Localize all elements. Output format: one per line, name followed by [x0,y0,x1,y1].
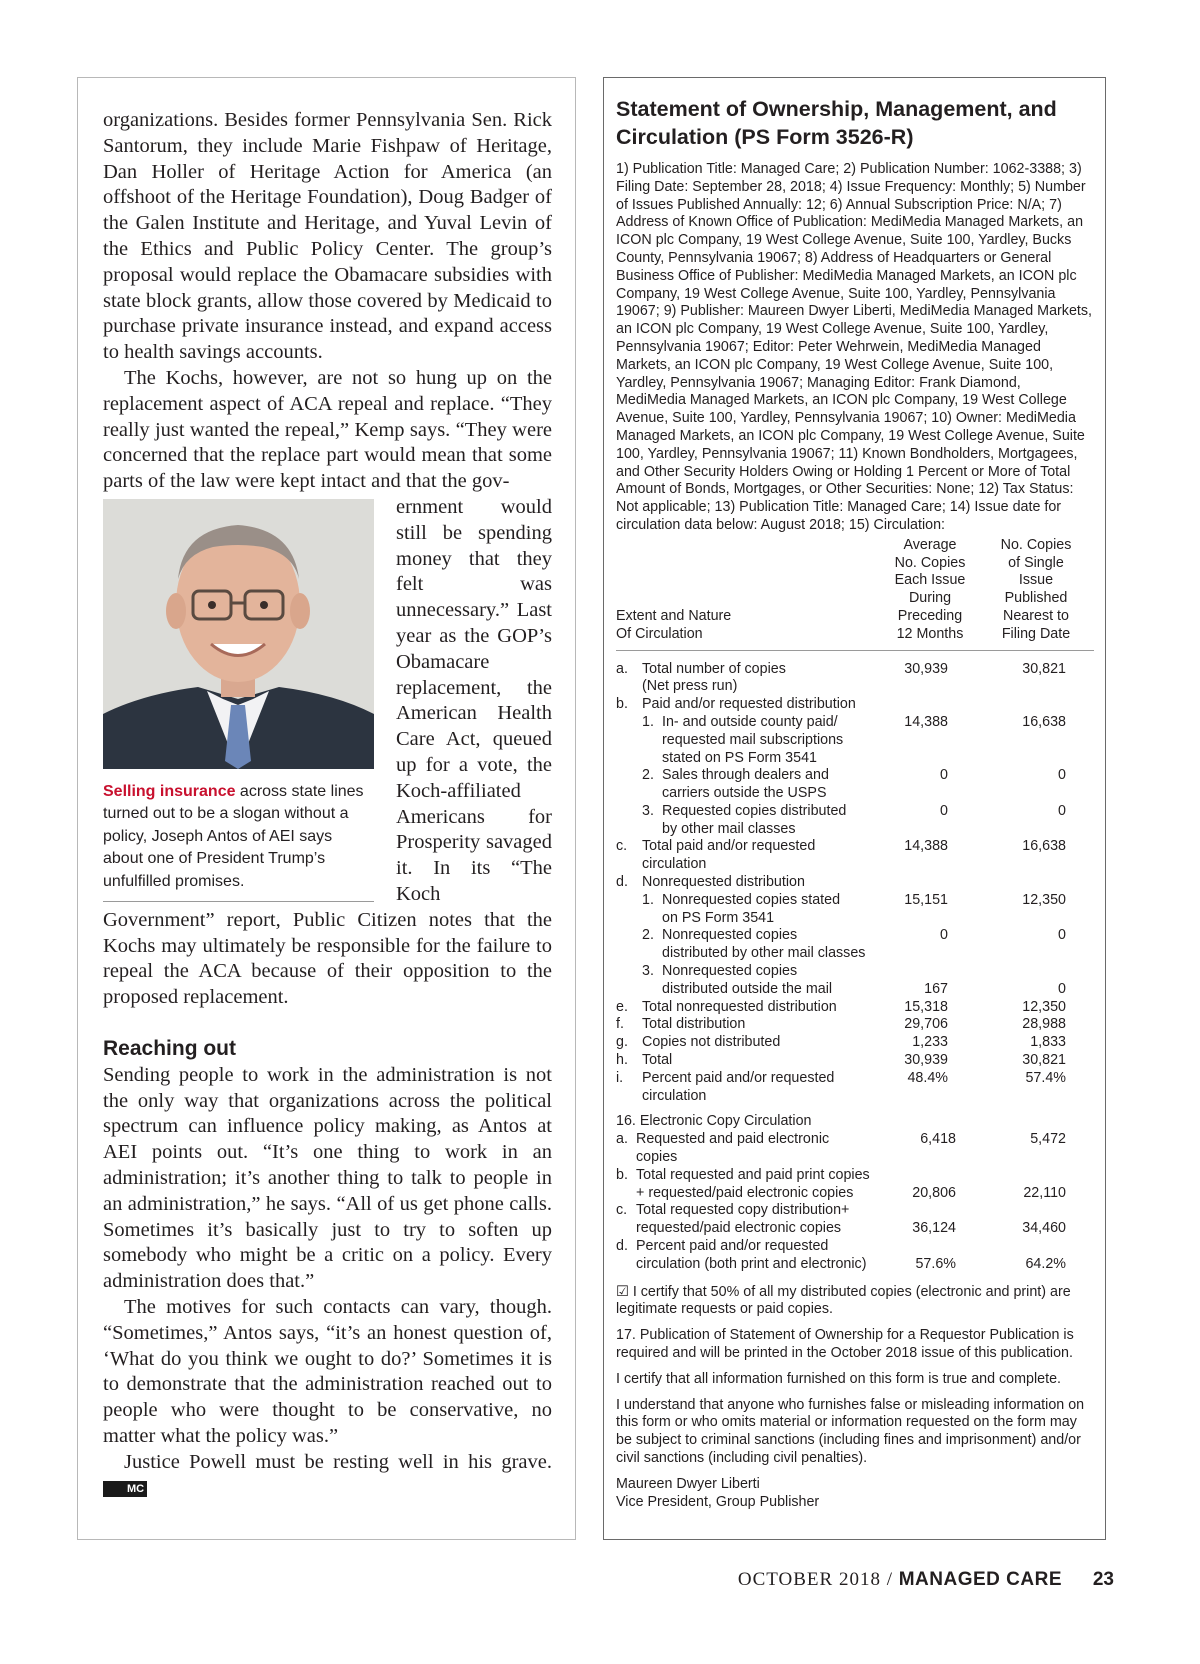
row-marker [616,767,642,803]
value-single-issue: 0 [1058,802,1066,819]
row-sub-text [662,892,886,928]
row-sub-text [662,767,886,803]
table-divider [616,650,1094,651]
value-average: 167 [924,980,948,997]
row-text-line: Nonrequested copies [662,963,798,980]
row-text-line: Requested and paid electronic copies [636,1131,830,1166]
row-description [642,696,886,714]
row-text-line: Nonrequested copies [662,927,798,944]
header-column-line: Nearest to [1003,607,1069,624]
row-marker: b. [616,696,628,713]
value-average: 57.6% [915,1255,956,1272]
circulation-row [616,714,1094,767]
header-column-line: During [908,590,952,607]
header-column-line: Each Issue [894,572,966,589]
electronic-row [616,1131,1094,1167]
row-text-line: Total nonrequested distribution [642,998,837,1015]
row-description [642,803,886,839]
header-column-line: Issue [1018,572,1054,589]
row-description [642,927,886,963]
checkbox-icon: ☑ [616,1283,629,1300]
row-text-line: carriers outside the USPS [662,785,827,802]
value-single-issue: 1,833 [1030,1034,1066,1051]
row-text-line: on PS Form 3541 [662,909,775,926]
certify-50-statement [616,1284,1094,1320]
article-paragraph-1: organizations. Besides former Pennsylvania Sen. Rick Santorum, they include Marie Fishpaw of Heritage, Dan Holler of Heritage Action for America (an offshoot of the Heritage Foundation), Doug Badger of the Galen Institute and Heritage, and Yuval Levin of the Ethics and Public Policy Center. The group’s proposal would replace the Obamacare subsidies with state block grants, allow those covered by Medicaid to purchase private insurance instead, and expand access to health savings accounts. [103,109,552,364]
header-label-line: Of Circulation [616,625,703,642]
value-single-issue: 30,821 [1022,660,1066,677]
value-single-issue [978,874,1094,892]
article-paragraph-4: The motives for such contacts can vary, though. “Sometimes,” Antos says, “it’s an honest question of, ‘What do you think we ought to do?’ Sometimes it is to demonstrate that the administration reached out to people who were thought to be conservative, no matter what the policy was.” [103,1296,552,1448]
row-text-line: Nonrequested copies stated [662,891,841,908]
circulation-table [616,661,1094,1106]
row-text-line: Nonrequested distribution [642,874,805,891]
value-average: 1,233 [912,1034,948,1051]
row-text-line: Sales through dealers and [662,767,829,784]
row-marker: b. [616,1166,628,1183]
photo-figure [103,499,374,902]
row-marker: a. [616,660,628,677]
closing-sentence: Justice Powell must be resting well in his grave. [124,1450,552,1473]
row-marker: f. [616,1016,624,1033]
value-average: 14,388 [904,838,948,855]
value-average: 36,124 [912,1220,956,1237]
footer-magazine: MANAGED CARE [898,1569,1062,1590]
value-single-issue: 57.4% [1025,1069,1066,1086]
caption-lead: Selling insurance [103,782,236,800]
value-single-issue [978,696,1094,714]
page-number: 23 [1092,1569,1114,1590]
circulation-table-header [616,537,1094,644]
statement-box [603,77,1106,1540]
row-text-line: by other mail classes [662,820,796,837]
value-average: 15,318 [904,998,948,1015]
value-single-issue: 12,350 [1022,998,1066,1015]
row-marker: h. [616,1052,628,1069]
circulation-row [616,803,1094,839]
row-description [636,1202,870,1238]
value-average: 30,939 [904,660,948,677]
header-column-line: of Single [1008,554,1064,571]
value-average: 48.4% [907,1069,948,1086]
row-description [636,1167,870,1203]
article-paragraph-3: Sending people to work in the administration is not the only way that organizations across the political spectrum can influence policy making, as Antos at AEI points out. “It’s one thing to work in an administration; it’s another thing to talk to people in an administration,” he says. “All of us get phone calls. Sometimes it’s basically just to try to soften up somebody who might be a critic on a policy. Every administration does that.” [103,1063,552,1293]
header-column-line: No. Copies [894,554,966,571]
header-label-line: Extent and Nature [616,607,732,624]
value-average: 6,418 [920,1131,956,1148]
value-average: 0 [940,802,948,819]
row-text-line: Total requested copy distribution+ [636,1202,850,1219]
section-heading: Reaching out [103,1036,237,1060]
electronic-row [616,1202,1094,1238]
circulation-row [616,927,1094,963]
row-text-line: requested/paid electronic copies [636,1220,842,1237]
row-marker: c. [616,1202,628,1219]
row-description [642,963,886,999]
header-average-column [884,537,976,644]
row-sub-text [662,927,886,963]
header-extent-label [616,608,884,644]
signer-name: Maureen Dwyer Liberti [616,1475,760,1492]
value-single-issue: 16,638 [1022,838,1066,855]
row-description [642,661,886,697]
row-sub-marker: 2. [642,927,654,944]
row-sub-marker: 1. [642,713,654,730]
value-single-issue: 5,472 [1030,1131,1066,1148]
row-text-line: Percent paid and/or requested [642,1069,835,1086]
row-marker: i. [616,1069,624,1086]
portrait-photo [103,499,374,769]
row-text-line: circulation [642,856,707,873]
value-single-issue: 28,988 [1022,1016,1066,1033]
footer-issue: OCTOBER 2018 / [737,1569,899,1590]
row-marker: d. [616,1238,628,1255]
row-text-line: (Net press run) [642,678,738,695]
sanctions-statement: I understand that anyone who furnishes false or misleading information on this form or who omits material or information requested on the form may be subject to criminal sanctions (including fines and imprisonment) and/or civil sanctions (including civil penalties). [616,1396,1085,1466]
row-marker: e. [616,998,628,1015]
row-text-line: distributed outside the mail [662,980,833,997]
row-marker [616,803,642,839]
header-column-line: No. Copies [1000,536,1072,553]
row-text-line: Copies not distributed [642,1034,781,1051]
value-single-issue: 34,460 [1022,1220,1066,1237]
header-column-line: Filing Date [1001,625,1071,642]
row-description [636,1131,870,1167]
value-single-issue: 0 [1058,767,1066,784]
header-column-line: Preceding [897,607,963,624]
row-text-line: In- and outside county paid/ [662,713,838,730]
circulation-row [616,1070,1094,1106]
value-average [886,874,978,892]
header-column-line: 12 Months [896,625,964,642]
row-marker: d. [616,874,628,891]
certify-true-statement: I certify that all information furnished on this form is true and complete. [616,1370,1061,1387]
row-text-line: Percent paid and/or requested [636,1238,829,1255]
electronic-circulation-table [616,1131,1094,1273]
row-sub-marker: 1. [642,891,654,908]
page-footer [0,1569,1200,1599]
value-single-issue: 64.2% [1025,1255,1066,1272]
value-single-issue: 30,821 [1022,1052,1066,1069]
row-text-line: distributed by other mail classes [662,945,866,962]
header-single-issue-column [978,537,1094,644]
article-paragraph-2a: The Kochs, however, are not so hung up on the replacement aspect of ACA repeal and replace. “They really just wanted the repeal,” Kemp says. “They were concerned that the replace part would mean that some parts of the law were kept intact and that the gov- [103,366,552,493]
row-text-line: requested mail subscriptions [662,731,844,748]
value-average: 14,388 [904,713,948,730]
value-average: 20,806 [912,1184,956,1201]
circulation-row [616,963,1094,999]
circulation-row [616,1016,1094,1034]
row-text-line: Total [642,1052,673,1069]
row-description [642,1034,886,1052]
electronic-row [616,1238,1094,1274]
article-paragraph-5 [103,1450,552,1502]
value-average: 29,706 [904,1016,948,1033]
row-sub-marker: 3. [642,802,654,819]
article-body [103,108,552,1501]
value-single-issue: 12,350 [1022,891,1066,908]
value-average: 15,151 [904,891,948,908]
circulation-row [616,1052,1094,1070]
statement-title: Statement of Ownership, Management, and Circulation (PS Form 3526-R) [616,97,1057,149]
row-sub-marker: 2. [642,767,654,784]
circulation-row [616,696,1094,714]
section-17: 17. Publication of Statement of Ownership for a Requestor Publication is required and will be printed in the October 2018 issue of this publication. [616,1327,1074,1361]
row-description [642,1016,886,1034]
row-marker: a. [616,1131,628,1148]
row-description [642,1052,886,1070]
row-marker: c. [616,838,628,855]
circulation-row [616,767,1094,803]
row-marker [616,892,642,928]
value-single-issue: 0 [1058,980,1066,997]
row-description [642,874,886,892]
statement-content [616,95,1094,1511]
circulation-row [616,1034,1094,1052]
row-text-line: circulation (both print and electronic) [636,1255,867,1272]
row-description [642,767,886,803]
portrait-illustration [103,499,374,769]
footer-issue-line [738,1569,1062,1591]
row-marker [616,927,642,963]
row-text-line: Total number of copies [642,660,786,677]
row-text-line: stated on PS Form 3541 [662,749,817,766]
article-column [77,77,576,1540]
row-text-line: circulation [642,1087,707,1104]
row-text-line: Requested copies distributed [662,802,847,819]
row-sub-text [662,714,886,767]
row-description [642,999,886,1017]
row-marker [616,714,642,767]
row-marker: g. [616,1034,628,1051]
value-average [886,696,978,714]
end-mark-logo: MC [103,1481,147,1497]
value-average: 30,939 [904,1052,948,1069]
circulation-row [616,661,1094,697]
signer-title: Vice President, Group Publisher [616,1493,820,1510]
row-text-line: Total requested and paid print copies [636,1166,870,1183]
value-single-issue: 22,110 [1023,1184,1066,1201]
photo-caption [103,781,374,902]
value-single-issue: 16,638 [1022,713,1066,730]
row-text-line: Total distribution [642,1016,746,1033]
row-sub-text [662,963,886,999]
row-description [642,838,886,874]
value-average: 0 [940,927,948,944]
row-text-line: + requested/paid electronic copies [636,1184,854,1201]
row-sub-text [662,803,886,839]
row-description [642,892,886,928]
value-single-issue: 0 [1058,927,1066,944]
statement-intro: 1) Publication Title: Managed Care; 2) Publication Number: 1062-3388; 3) Filing Date: September 28, 2018; 4) Issue Frequency: Monthly; 5) Number of Issues Published Annually: 12; 6) Annual Subscription Price: N/A; 7) Address of Known Office of Publication: MediMedia Managed Markets, an ICON plc Company, 19 West College Avenue, Suite 100, Yardley, Bucks County, Pennsylvania 19067; 8) Address of Headquarters or General Business Office of Publisher: MediMedia Managed Markets, an ICON plc Company, 19 West College Avenue, Suite 100, Yardley, Pennsylvania 19067; 9) Publisher: Maureen Dwyer Liberti, MediMedia Managed Markets, an ICON plc Company, 19 West College Avenue, Suite 100, Yardley, Pennsylvania 19067; Editor: Peter Wehrwein, MediMedia Managed Markets, an ICON plc Company, 19 West College Avenue, Suite 100, Yardley, Pennsylvania 19067; Managing Editor: Frank Diamond, MediMedia Managed Markets, an ICON plc Company, 19 West College Avenue, Suite 100, Yardley, Pennsylvania 19067; 10) Owner: MediMedia Managed Markets, an ICON plc Company, 19 West College Avenue, Suite 100, Yardley, Pennsylvania 19067; 11) Known Bondholders, Mortgagees, and Other Security Holders Owing or Holding 1 Percent or More of Total Amount of Bonds, Mortgages, or Other Securities: None; 12) Tax Status: Not applicable; 13) Publication Title: Managed Care; 14) Issue date for circulation data below: August 2018; 15) Circulation: [616,161,1092,533]
row-description [642,714,886,767]
value-average: 0 [940,767,948,784]
section-16-title: 16. Electronic Copy Circulation [616,1113,812,1130]
row-text-line: Paid and/or requested distribution [642,696,856,713]
article-paragraph-2b: ernment would still be spending money that they felt was unnecessary.” Last year as the GOP’s Obamacare replacement, the American Health Care Act, queued up for a vote, the Koch-affiliated Americans for Prosperity savaged it. In its “The Koch Government” report, Public Citizen notes that the Kochs may ultimately be responsible for the failure to repeal the ACA because of their opposition to the proposed replacement. [103,495,552,1009]
caption-text: across state lines turned out to be a slogan without a policy, Joseph Antos of AEI says about one of President Trump’s unfulfilled promises. [103,782,364,890]
header-column-line: Average [903,536,957,553]
circulation-row [616,999,1094,1017]
header-column-line: Published [1004,590,1068,607]
signature-block [616,1476,1094,1512]
circulation-row [616,838,1094,874]
circulation-row [616,874,1094,892]
row-text-line: Total paid and/or requested [642,838,816,855]
row-sub-marker: 3. [642,963,654,980]
row-marker [616,963,642,999]
row-description [636,1238,870,1274]
circulation-row [616,892,1094,928]
electronic-row [616,1167,1094,1203]
certify-50-text: I certify that 50% of all my distributed copies (electronic and print) are legitimate requests or paid copies. [616,1283,1071,1318]
row-description [642,1070,886,1106]
